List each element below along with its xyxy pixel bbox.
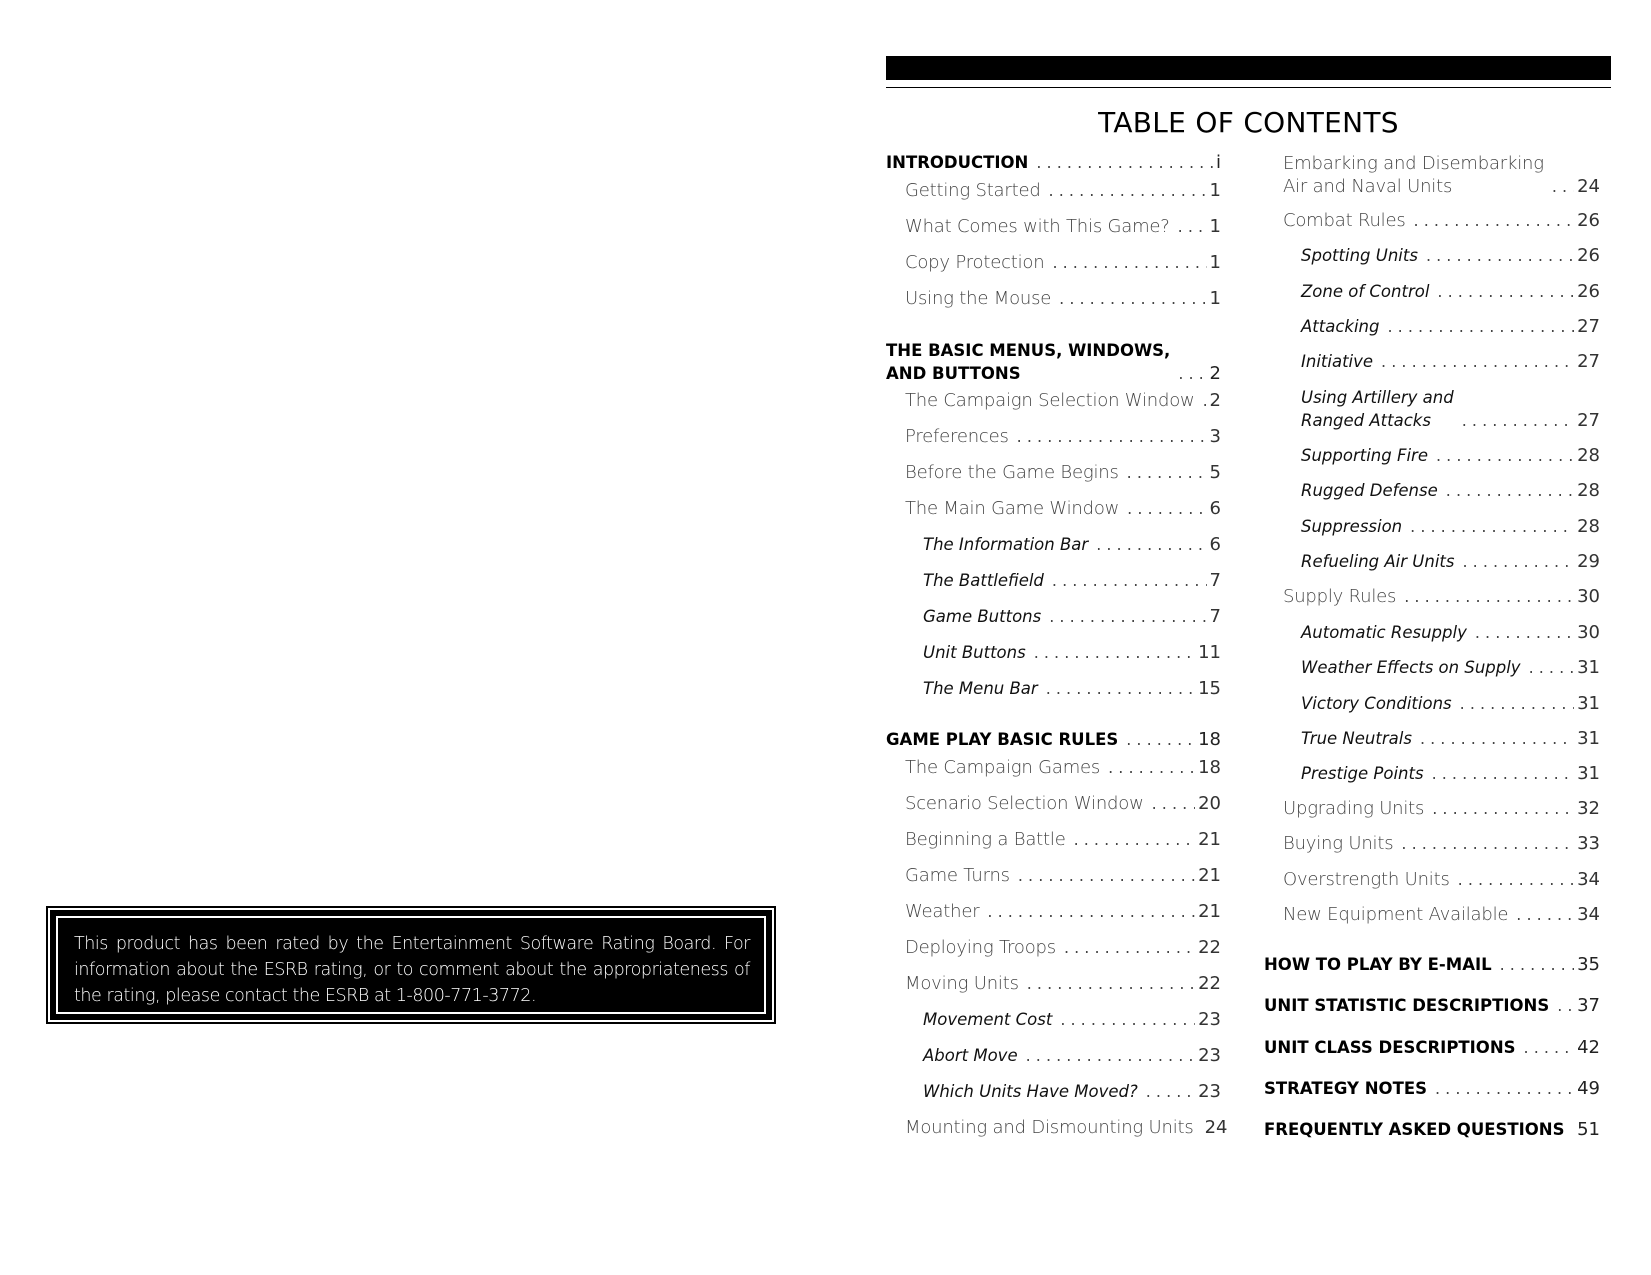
toc-entry-title [905,757,1100,779]
toc-entry-page: 30 [1577,622,1600,643]
toc-entry-page: 23 [1198,1009,1221,1030]
toc-entry [886,1045,1221,1067]
toc-entry-title-text: Weather [905,901,980,922]
toc-entry-title [923,1009,1052,1031]
dot-leader [1435,1078,1574,1100]
dot-leader [1458,869,1574,891]
toc-entry-title-text: GAME PLAY BASIC RULES [886,730,1119,749]
toc-entry [886,1117,1228,1139]
toc-entry-title-text: Initiative [1301,352,1374,371]
toc-entry [1264,152,1600,198]
toc-entry [886,865,1221,887]
toc-entry-page: 30 [1577,586,1600,607]
dot-leader [1049,180,1207,202]
toc-entry-title [923,534,1088,556]
toc-entry-title-text: The Battlefield [923,571,1044,590]
toc-entry-title [905,937,1056,959]
toc-entry-title-text: Victory Conditions [1301,694,1452,713]
toc-entry-page: 1 [1209,288,1221,309]
toc-entry-title-text: The Campaign Selection Window [905,390,1195,411]
dot-leader [1524,1037,1575,1059]
toc-entry [886,426,1221,448]
toc-entry [886,678,1221,700]
dot-leader [1410,516,1574,538]
toc-entry-title-text: Moving Units [905,973,1019,994]
toc-entry-page: 31 [1577,763,1600,784]
dot-leader [1557,995,1574,1017]
dot-leader [1426,245,1574,267]
toc-entry [1264,210,1600,232]
toc-entry-page: 28 [1577,516,1600,537]
toc-entry-title [1301,351,1373,373]
toc-entry-page: i [1215,152,1221,173]
dot-leader [1203,390,1207,412]
toc-entry-title-text: Attacking [1301,317,1380,336]
toc-entry-title [1301,316,1379,338]
toc-entry-title [1283,798,1424,820]
toc-entry [1264,657,1600,679]
toc-entry-page: 42 [1577,1037,1600,1058]
dot-leader [1027,973,1195,995]
toc-entry-title [886,729,1118,751]
toc-entry-page: 23 [1198,1081,1221,1102]
toc-entry [886,793,1221,815]
toc-entry-title-text: FREQUENTLY ASKED QUESTIONS [1264,1120,1565,1139]
toc-entry-title-text: The Campaign Games [905,757,1101,778]
toc-entry-title [905,426,1009,448]
dot-leader [1108,757,1195,779]
toc-entry [1264,833,1600,855]
toc-entry-title [886,339,1170,385]
dot-leader [1126,729,1195,751]
toc-entry-title [923,1045,1018,1067]
toc-entry-title-text: Zone of Control [1301,282,1430,301]
toc-entry [886,390,1221,412]
toc-entry-page: 34 [1577,904,1600,925]
toc-entry-title [1301,657,1521,679]
toc-entry [1264,551,1600,573]
toc-entry-title [1264,1119,1565,1141]
toc-entry-page: 21 [1198,829,1221,850]
dot-leader [1414,210,1575,232]
toc-entry-title-text: New Equipment Available [1283,904,1509,925]
toc-entry-page: 37 [1577,995,1600,1016]
toc-entry-page: 49 [1577,1078,1600,1099]
dot-leader [1516,904,1574,926]
toc-entry [886,729,1221,751]
dot-leader [1060,1009,1195,1031]
header-black-bar [886,56,1611,80]
dot-leader [1460,693,1574,715]
toc-entry-page: 5 [1209,462,1221,483]
toc-entry [886,252,1221,274]
toc-entry-page: 1 [1209,252,1221,273]
toc-entry-page: 28 [1577,445,1600,466]
toc-entry [886,829,1221,851]
dot-leader [1127,498,1206,520]
toc-entry-page: 33 [1577,833,1600,854]
toc-entry [886,606,1221,628]
toc-entry-title [905,865,1010,887]
toc-entry-page: 26 [1577,245,1600,266]
toc-entry-page: 32 [1577,798,1600,819]
toc-entry [1264,445,1600,467]
toc-entry [1264,728,1600,750]
toc-entry [886,216,1221,238]
toc-entry-page: 26 [1577,210,1600,231]
toc-entry-title-text: Rugged Defense [1301,481,1438,500]
toc-entry [1264,281,1600,303]
toc-entry-title-text: Automatic Resupply [1301,623,1467,642]
toc-entry-page: 31 [1577,693,1600,714]
toc-entry-title-line1: THE BASIC MENUS, WINDOWS, [886,341,1171,360]
dot-leader [1462,551,1574,573]
dot-leader [1178,216,1207,238]
dot-leader [1049,606,1206,628]
esrb-notice-inner-border [56,916,766,1014]
toc-entry-title [1301,245,1418,267]
toc-entry-title-text: Refueling Air Units [1301,552,1455,571]
dot-leader [1420,728,1574,750]
toc-entry [1264,480,1600,502]
toc-entry [886,339,1221,385]
toc-entry-title [1301,622,1467,644]
toc-entry-title-text: Copy Protection [905,252,1045,273]
toc-entry [886,570,1221,592]
toc-entry-title [1283,586,1396,608]
toc-entry-title-text: Abort Move [923,1046,1018,1065]
toc-entry-title-text: Unit Buttons [923,643,1026,662]
toc-entry-title [905,180,1041,202]
toc-entry-title-line1: Using Artillery and [1301,388,1454,407]
dot-leader [1059,288,1206,310]
toc-entry-title-text: Game Turns [905,865,1010,886]
toc-entry [886,1081,1221,1103]
toc-entry-title-text: Beginning a Battle [905,829,1066,850]
header-rule [886,87,1611,88]
toc-entry-page: 31 [1577,657,1600,678]
dot-leader [1404,586,1574,608]
toc-entry-title-text: Weather Effects on Supply [1301,658,1521,677]
toc-entry [886,757,1221,779]
toc-entry-title-text: Upgrading Units [1283,798,1425,819]
toc-entry-title [1301,516,1402,538]
toc-entry-page: 20 [1198,793,1221,814]
toc-entry-title-text: Air and Naval Units [1283,176,1453,197]
toc-entry-title-text: The Main Game Window [905,498,1120,519]
toc-entry-title [1301,386,1454,432]
toc-entry-title-text: Suppression [1301,517,1403,536]
toc-entry-page: 51 [1577,1119,1600,1140]
dot-leader [1052,252,1206,274]
toc-entry-title-text: INTRODUCTION [886,153,1029,172]
toc-entry [1264,622,1600,644]
toc-entry-title [923,642,1026,664]
toc-entry-title-text: The Menu Bar [923,679,1038,698]
toc-entry-page: 15 [1198,678,1221,699]
toc-entry-page: 2 [1209,390,1221,411]
toc-entry-page: 24 [1204,1117,1228,1138]
dot-leader [1381,351,1574,373]
toc-entry-page: 34 [1577,869,1600,890]
dot-leader [1178,363,1206,385]
dot-leader [1036,152,1213,174]
toc-entry [1264,516,1600,538]
toc-entry-title [923,570,1044,592]
toc-entry-title [1301,693,1452,715]
toc-entry-page: 21 [1198,865,1221,886]
toc-entry-title [1301,281,1429,303]
toc-entry-page: 27 [1577,351,1600,372]
toc-entry-title-text: Using the Mouse [905,288,1052,309]
page-title: TABLE OF CONTENTS [1098,106,1399,139]
toc-entry-page: 23 [1198,1045,1221,1066]
dot-leader [1462,410,1574,432]
dot-leader [987,901,1195,923]
toc-entry [886,462,1221,484]
toc-entry [1264,904,1600,926]
toc-entry-title [886,152,1028,174]
toc-entry [1264,798,1600,820]
toc-entry-title [1283,869,1450,891]
toc-entry-title-text: Preferences [905,426,1009,447]
toc-entry-page: 27 [1577,410,1600,431]
toc-entry-title-line1: Embarking and Disembarking [1283,153,1544,174]
toc-entry-title [1301,763,1424,785]
dot-leader [1018,865,1195,887]
toc-entry-page: 26 [1577,281,1600,302]
toc-entry [886,937,1221,959]
dot-leader [1436,445,1574,467]
dot-leader [1475,622,1574,644]
toc-entry-page: 22 [1198,937,1221,958]
dot-leader [1152,793,1195,815]
toc-entry-page: 35 [1577,954,1600,975]
toc-entry-title-text: UNIT CLASS DESCRIPTIONS [1264,1038,1516,1057]
dot-leader [1064,937,1195,959]
toc-entry-title [1264,995,1549,1017]
dot-leader [1017,426,1207,448]
toc-entry-page: 6 [1209,534,1221,555]
toc-entry-title-text: Spotting Units [1301,246,1418,265]
toc-entry-title-text: Prestige Points [1301,764,1424,783]
toc-entry-page: 7 [1209,570,1221,591]
dot-leader [1432,798,1574,820]
toc-entry [1264,1119,1600,1141]
dot-leader [1127,462,1207,484]
dot-leader [1046,678,1195,700]
toc-entry-title-text: STRATEGY NOTES [1264,1079,1427,1098]
toc-entry [886,152,1221,174]
toc-entry [1264,763,1600,785]
toc-entry [886,534,1221,556]
toc-entry [886,288,1221,310]
toc-entry-title-text: Scenario Selection Window [905,793,1144,814]
toc-entry [1264,316,1600,338]
dot-leader [1432,763,1575,785]
toc-entry [1264,693,1600,715]
toc-entry-title-text: Supply Rules [1283,586,1397,607]
toc-entry-title [905,901,979,923]
toc-entry-page: 18 [1198,757,1221,778]
toc-entry-title [1264,1037,1516,1059]
toc-entry-page: 24 [1577,176,1600,197]
toc-entry [1264,245,1600,267]
toc-entry-title [923,1081,1138,1103]
esrb-notice-text: This product has been rated by the Entertainment Software Rating Board. For information about the ESRB rating, or to comment about the appropriateness of the rating, please contact the ESRB at 1-800-771-3772. [74,934,750,1006]
toc-entry-title [905,829,1066,851]
toc-entry-title-text: AND BUTTONS [886,364,1021,383]
dot-leader [1500,954,1574,976]
dot-leader [1034,642,1195,664]
toc-entry-title-text: Before the Game Begins [905,462,1119,483]
toc-entry-title [1283,210,1406,232]
toc-entry-title [1301,480,1438,502]
toc-entry-page: 31 [1577,728,1600,749]
toc-entry-title [1301,728,1412,750]
toc-entry-title [1283,833,1393,855]
toc-entry-title-text: Overstrength Units [1283,869,1450,890]
toc-entry-title-text: Game Buttons [923,607,1042,626]
dot-leader [1446,480,1574,502]
toc-entry-page: 21 [1198,901,1221,922]
toc-entry [1264,995,1600,1017]
toc-entry [886,642,1221,664]
toc-entry-title-text: Getting Started [905,180,1041,201]
toc-entry [1264,586,1600,608]
dot-leader [1401,833,1574,855]
toc-entry-title [905,288,1051,310]
toc-entry-page: 28 [1577,480,1600,501]
toc-entry-title [905,973,1019,995]
toc-entry-page: 3 [1209,426,1221,447]
toc-entry [886,498,1221,520]
dot-leader [1529,657,1575,679]
dot-leader [1573,1119,1575,1141]
dot-leader [1387,316,1574,338]
toc-entry-title [1264,1078,1427,1100]
toc-entry-title [1264,954,1492,976]
toc-entry-page: 6 [1209,498,1221,519]
toc-entry-title [905,462,1119,484]
dot-leader [1552,176,1574,198]
toc-entry [886,901,1221,923]
toc-entry-title-text: Combat Rules [1283,210,1406,231]
toc-entry-title [905,390,1195,412]
toc-entry-title-text: The Information Bar [923,535,1089,554]
toc-entry-title [905,793,1144,815]
toc-entry-title-text: Deploying Troops [905,937,1056,958]
toc-entry-title [1283,152,1544,198]
toc-entry-page: 7 [1209,606,1221,627]
esrb-rating-notice [50,910,772,1020]
toc-entry-page: 2 [1209,363,1221,384]
toc-entry-title [923,678,1038,700]
toc-entry-title-text: Supporting Fire [1301,446,1428,465]
toc-entry-page: 22 [1198,973,1221,994]
toc-entry-title-text: Mounting and Dismounting Units [905,1117,1194,1138]
toc-entry-title [923,606,1041,628]
toc-entry-title [905,216,1170,238]
toc-entry-title [905,1117,1194,1139]
toc-entry-title-text: HOW TO PLAY BY E-MAIL [1264,955,1492,974]
dot-leader [1074,829,1196,851]
toc-entry-page: 27 [1577,316,1600,337]
toc-entry [1264,351,1600,373]
toc-entry-title-text: UNIT STATISTIC DESCRIPTIONS [1264,996,1550,1015]
toc-entry-page: 1 [1209,180,1221,201]
toc-entry-page: 18 [1198,729,1221,750]
toc-entry-title-text: True Neutrals [1301,729,1412,748]
toc-entry [1264,1037,1600,1059]
toc-entry-title-text: What Comes with This Game? [905,216,1170,237]
toc-entry [1264,869,1600,891]
toc-entry-title-text: Ranged Attacks [1301,411,1431,430]
toc-entry-title [1301,445,1428,467]
toc-entry-title [1301,551,1454,573]
toc-entry-title-text: Movement Cost [923,1010,1053,1029]
dot-leader [1052,570,1207,592]
toc-entry-title-text: Buying Units [1283,833,1394,854]
toc-entry-page: 29 [1577,551,1600,572]
toc-entry-title [1283,904,1508,926]
toc-entry-title [905,498,1119,520]
toc-entry [1264,386,1600,432]
dot-leader [1026,1045,1195,1067]
toc-entry [1264,1078,1600,1100]
dot-leader [1146,1081,1195,1103]
dot-leader [1437,281,1574,303]
toc-entry [886,1009,1221,1031]
toc-entry [886,180,1221,202]
toc-entry-page: 1 [1209,216,1221,237]
toc-entry [1264,954,1600,976]
dot-leader [1096,534,1206,556]
toc-entry-title [905,252,1044,274]
toc-entry-title-text: Which Units Have Moved? [923,1082,1138,1101]
toc-entry-page: 11 [1198,642,1221,663]
toc-entry [886,973,1221,995]
